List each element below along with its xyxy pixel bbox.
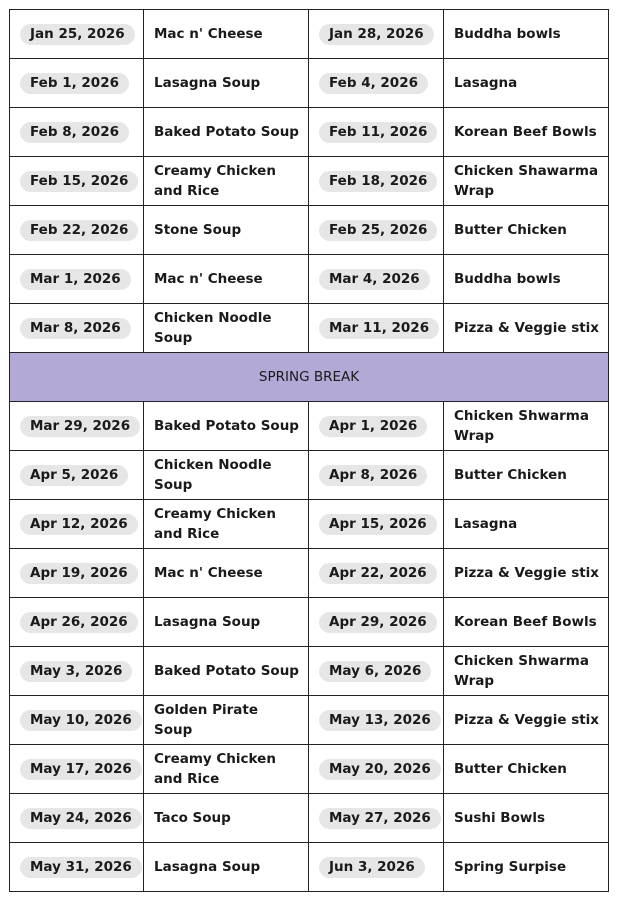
- date-pill: May 24, 2026: [20, 808, 142, 829]
- date-cell: [10, 647, 144, 696]
- date-pill: Feb 11, 2026: [319, 122, 437, 143]
- meal-name: Golden Pirate Soup: [154, 702, 259, 738]
- date-cell: [10, 255, 144, 304]
- date-cell: [10, 696, 144, 745]
- meal-cell: [444, 304, 609, 353]
- meal-name: Chicken Shwarma Wrap: [454, 408, 589, 444]
- date-pill: May 6, 2026: [319, 661, 431, 682]
- date-pill: Apr 29, 2026: [319, 612, 437, 633]
- table-row: [10, 794, 609, 843]
- date-cell: [309, 59, 444, 108]
- date-pill: Jan 28, 2026: [319, 24, 434, 45]
- date-cell: [309, 696, 444, 745]
- date-cell: [10, 549, 144, 598]
- date-cell: [309, 647, 444, 696]
- meal-name: Baked Potato Soup: [154, 124, 299, 140]
- date-cell: [10, 402, 144, 451]
- date-pill: May 10, 2026: [20, 710, 142, 731]
- date-pill: Feb 22, 2026: [20, 220, 138, 241]
- meal-cell: [444, 108, 609, 157]
- meal-name: Pizza & Veggie stix: [454, 712, 600, 728]
- date-pill: Feb 8, 2026: [20, 122, 129, 143]
- meal-cell: [144, 206, 309, 255]
- meal-name: Stone Soup: [154, 222, 242, 238]
- date-cell: [309, 843, 444, 892]
- date-pill: Apr 22, 2026: [319, 563, 437, 584]
- date-cell: [309, 157, 444, 206]
- meal-name: Korean Beef Bowls: [454, 614, 597, 630]
- meal-name: Lasagna Soup: [154, 859, 261, 875]
- meal-cell: [144, 108, 309, 157]
- meal-cell: [144, 255, 309, 304]
- date-cell: [309, 745, 444, 794]
- table-row: [10, 108, 609, 157]
- meal-cell: [144, 647, 309, 696]
- date-cell: [10, 157, 144, 206]
- date-pill: Mar 1, 2026: [20, 269, 131, 290]
- meal-name: Butter Chicken: [454, 761, 567, 777]
- meal-cell: [444, 255, 609, 304]
- table-row: [10, 745, 609, 794]
- meal-name: Chicken Noodle Soup: [154, 310, 272, 346]
- date-pill: Apr 1, 2026: [319, 416, 427, 437]
- meal-cell: [144, 500, 309, 549]
- meal-cell: [144, 745, 309, 794]
- date-cell: [309, 451, 444, 500]
- meal-name: Spring Surpise: [454, 859, 567, 875]
- meal-cell: [444, 647, 609, 696]
- spring-break-row: [10, 353, 609, 402]
- meal-name: Baked Potato Soup: [154, 418, 299, 434]
- table-row: [10, 402, 609, 451]
- meal-cell: [444, 10, 609, 59]
- meal-cell: [144, 304, 309, 353]
- date-cell: [309, 500, 444, 549]
- date-pill: Feb 18, 2026: [319, 171, 437, 192]
- spring-break-label: SPRING BREAK: [10, 353, 609, 402]
- meal-name: Mac n' Cheese: [154, 26, 263, 42]
- meal-name: Pizza & Veggie stix: [454, 320, 600, 336]
- meal-cell: [444, 843, 609, 892]
- date-cell: [10, 206, 144, 255]
- meal-cell: [444, 59, 609, 108]
- meal-name: Creamy Chicken and Rice: [154, 751, 276, 787]
- meal-cell: [144, 843, 309, 892]
- date-pill: Feb 1, 2026: [20, 73, 129, 94]
- date-cell: [309, 402, 444, 451]
- table-row: [10, 500, 609, 549]
- table-row: [10, 696, 609, 745]
- meal-cell: [144, 598, 309, 647]
- meal-name: Baked Potato Soup: [154, 663, 299, 679]
- table-row: [10, 647, 609, 696]
- date-pill: Jun 3, 2026: [319, 857, 425, 878]
- meal-name: Butter Chicken: [454, 467, 567, 483]
- meal-name: Lasagna: [454, 516, 518, 532]
- table-row: [10, 843, 609, 892]
- meal-name: Pizza & Veggie stix: [454, 565, 600, 581]
- date-cell: [10, 304, 144, 353]
- date-pill: Mar 8, 2026: [20, 318, 131, 339]
- date-pill: Apr 19, 2026: [20, 563, 138, 584]
- date-pill: Mar 4, 2026: [319, 269, 430, 290]
- meal-name: Creamy Chicken and Rice: [154, 506, 276, 542]
- date-cell: [10, 843, 144, 892]
- meal-name: Creamy Chicken and Rice: [154, 163, 276, 199]
- table-row: [10, 255, 609, 304]
- meal-name: Chicken Shwarma Wrap: [454, 653, 589, 689]
- meal-cell: [444, 696, 609, 745]
- date-pill: May 20, 2026: [319, 759, 441, 780]
- date-cell: [309, 549, 444, 598]
- meal-cell: [444, 402, 609, 451]
- meal-name: Mac n' Cheese: [154, 271, 263, 287]
- date-pill: May 17, 2026: [20, 759, 142, 780]
- date-pill: May 3, 2026: [20, 661, 132, 682]
- table-row: [10, 157, 609, 206]
- meal-name: Butter Chicken: [454, 222, 567, 238]
- date-pill: Feb 25, 2026: [319, 220, 437, 241]
- meal-cell: [444, 794, 609, 843]
- meal-cell: [144, 451, 309, 500]
- meal-cell: [144, 794, 309, 843]
- meal-cell: [144, 157, 309, 206]
- date-cell: [10, 745, 144, 794]
- date-cell: [10, 451, 144, 500]
- meal-cell: [444, 157, 609, 206]
- date-cell: [10, 108, 144, 157]
- meal-name: Buddha bowls: [454, 271, 561, 287]
- meal-name: Lasagna Soup: [154, 75, 261, 91]
- meal-name: Lasagna Soup: [154, 614, 261, 630]
- meal-cell: [444, 598, 609, 647]
- date-pill: May 27, 2026: [319, 808, 441, 829]
- date-cell: [10, 598, 144, 647]
- meal-name: Lasagna: [454, 75, 518, 91]
- date-pill: Apr 15, 2026: [319, 514, 437, 535]
- meal-cell: [444, 745, 609, 794]
- date-cell: [309, 206, 444, 255]
- date-pill: May 31, 2026: [20, 857, 142, 878]
- date-cell: [309, 255, 444, 304]
- date-pill: May 13, 2026: [319, 710, 441, 731]
- date-pill: Feb 4, 2026: [319, 73, 428, 94]
- date-pill: Jan 25, 2026: [20, 24, 135, 45]
- date-cell: [309, 794, 444, 843]
- date-cell: [10, 59, 144, 108]
- date-pill: Apr 12, 2026: [20, 514, 138, 535]
- date-pill: Apr 8, 2026: [319, 465, 427, 486]
- meal-cell: [444, 206, 609, 255]
- meal-schedule-body: [10, 10, 609, 892]
- meal-cell: [144, 10, 309, 59]
- meal-name: Korean Beef Bowls: [454, 124, 597, 140]
- table-row: [10, 59, 609, 108]
- table-row: [10, 549, 609, 598]
- date-pill: Apr 5, 2026: [20, 465, 128, 486]
- date-cell: [10, 794, 144, 843]
- meal-cell: [444, 451, 609, 500]
- date-cell: [309, 598, 444, 647]
- date-cell: [10, 10, 144, 59]
- meal-name: Mac n' Cheese: [154, 565, 263, 581]
- table-row: [10, 10, 609, 59]
- meal-cell: [144, 696, 309, 745]
- date-pill: Feb 15, 2026: [20, 171, 138, 192]
- date-cell: [10, 500, 144, 549]
- meal-name: Buddha bowls: [454, 26, 561, 42]
- meal-name: Taco Soup: [154, 810, 231, 826]
- meal-cell: [444, 500, 609, 549]
- date-cell: [309, 304, 444, 353]
- table-row: [10, 451, 609, 500]
- date-cell: [309, 108, 444, 157]
- meal-cell: [144, 402, 309, 451]
- meal-cell: [444, 549, 609, 598]
- meal-name: Chicken Noodle Soup: [154, 457, 272, 493]
- date-pill: Apr 26, 2026: [20, 612, 138, 633]
- meal-schedule-table: [9, 9, 609, 892]
- date-cell: [309, 10, 444, 59]
- table-row: [10, 206, 609, 255]
- date-pill: Mar 29, 2026: [20, 416, 140, 437]
- meal-name: Chicken Shawarma Wrap: [454, 163, 599, 199]
- date-pill: Mar 11, 2026: [319, 318, 439, 339]
- table-row: [10, 598, 609, 647]
- meal-cell: [144, 549, 309, 598]
- table-row: [10, 304, 609, 353]
- meal-cell: [144, 59, 309, 108]
- meal-name: Sushi Bowls: [454, 810, 546, 826]
